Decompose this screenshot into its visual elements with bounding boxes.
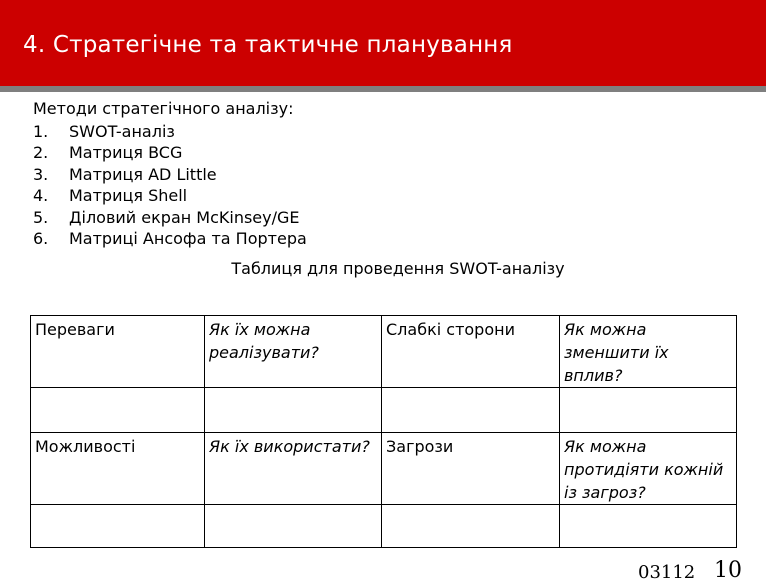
table-caption: Таблиця для проведення SWOT-аналізу <box>231 259 565 278</box>
swot-table <box>30 315 737 548</box>
table-cell <box>560 388 737 433</box>
list-number: 1. <box>33 121 49 141</box>
table-cell: Слабкі сторони <box>382 316 560 388</box>
page-number: 10 <box>714 558 742 583</box>
list-number: 4. <box>33 186 49 205</box>
table-row <box>31 505 737 548</box>
list-item <box>33 164 307 186</box>
table-cell: Як можна протидіяти кожній із загроз? <box>560 433 737 505</box>
table-cell: Як можна зменшити їх вплив? <box>560 316 737 388</box>
table-row <box>31 316 737 388</box>
footer-code: 03112 <box>638 562 696 583</box>
title-underline <box>0 86 766 92</box>
list-label: Матриця BCG <box>69 143 183 162</box>
table-cell <box>31 388 205 433</box>
list-item <box>33 185 307 207</box>
table-cell: Можливості <box>31 433 205 505</box>
list-label: Діловий екран McKinsey/GE <box>69 207 300 227</box>
table-cell <box>382 505 560 548</box>
slide-title: 4. Стратегічне та тактичне планування <box>23 32 513 58</box>
table-cell: Як їх можна реалізувати? <box>205 316 382 388</box>
list-item <box>33 142 307 164</box>
list-number: 3. <box>33 164 49 184</box>
table-cell <box>205 505 382 548</box>
table-cell <box>382 388 560 433</box>
table-cell: Загрози <box>382 433 560 505</box>
list-number: 5. <box>33 207 49 227</box>
methods-list <box>33 121 307 250</box>
table-cell <box>205 388 382 433</box>
list-label: SWOT-аналіз <box>69 121 175 141</box>
table-cell: Переваги <box>31 316 205 388</box>
list-label: Матриці Ансофа та Портера <box>69 229 307 248</box>
table-row <box>31 388 737 433</box>
methods-list-section <box>33 98 307 250</box>
list-number: 6. <box>33 229 49 248</box>
table-cell <box>31 505 205 548</box>
list-label: Матриця Shell <box>69 186 188 205</box>
list-number: 2. <box>33 143 49 162</box>
methods-heading: Методи стратегічного аналізу: <box>33 99 294 118</box>
table-row <box>31 433 737 505</box>
list-item <box>33 121 307 143</box>
table-cell: Як їх використати? <box>205 433 382 505</box>
list-item <box>33 207 307 229</box>
table-cell <box>560 505 737 548</box>
list-label: Матриця AD Little <box>69 164 217 184</box>
list-item <box>33 228 307 250</box>
